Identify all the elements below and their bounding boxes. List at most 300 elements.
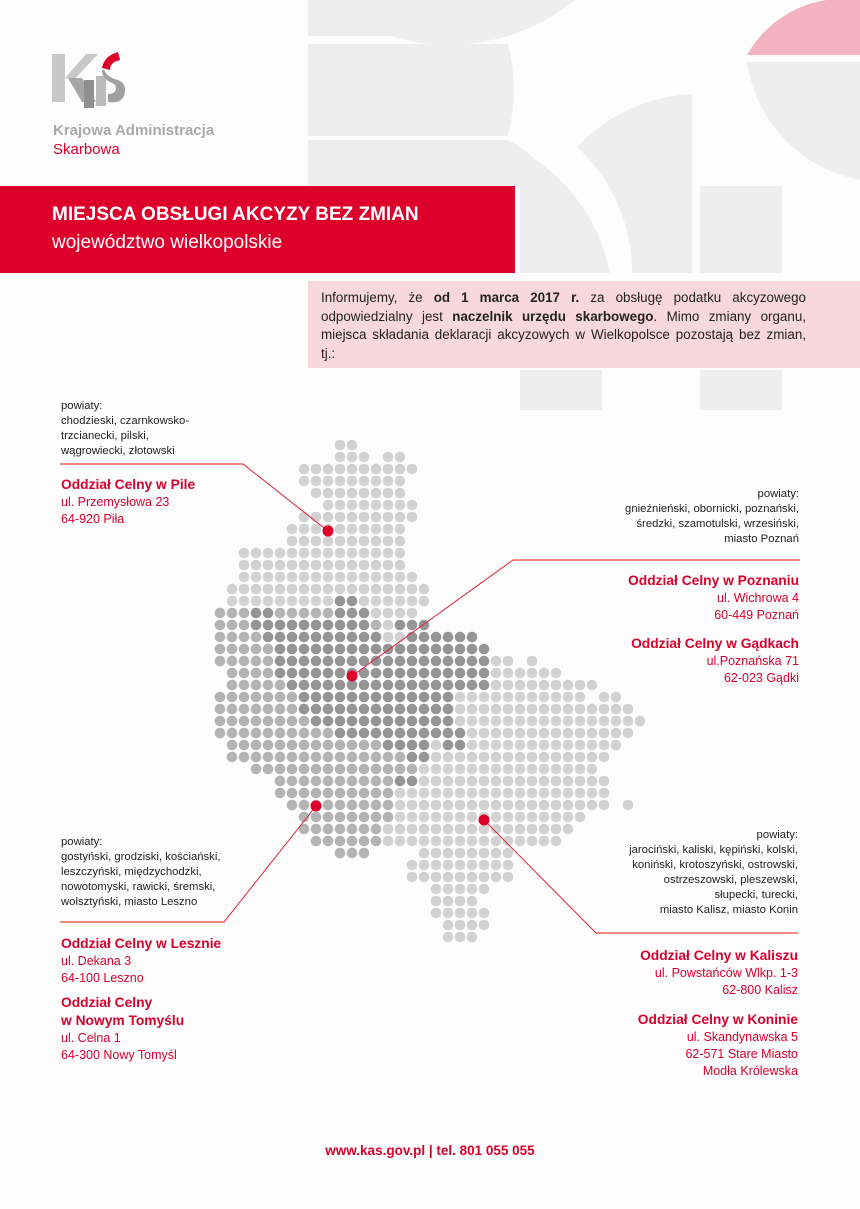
map-dot <box>251 692 262 703</box>
map-dot <box>239 608 250 619</box>
map-dot <box>287 548 298 559</box>
map-dot <box>503 800 514 811</box>
map-dot <box>467 896 478 907</box>
map-dot <box>323 824 334 835</box>
map-dot <box>251 560 262 571</box>
map-dot <box>383 824 394 835</box>
map-dot <box>335 812 346 823</box>
map-dot <box>275 716 286 727</box>
map-dot <box>371 632 382 643</box>
powiaty-line: gnieźnieński, obornicki, poznański, <box>625 503 799 515</box>
powiaty-line: jarociński, kaliski, kępiński, kolski, <box>629 844 798 856</box>
map-dot <box>611 728 622 739</box>
map-dot <box>287 788 298 799</box>
map-dot <box>311 620 322 631</box>
map-dot <box>347 440 358 451</box>
map-dot <box>359 680 370 691</box>
office-address: 62-800 Kalisz <box>722 983 798 997</box>
map-dot <box>347 776 358 787</box>
map-dot <box>443 752 454 763</box>
powiaty-line: średzki, szamotulski, wrzesiński, <box>636 518 799 530</box>
map-dot <box>443 932 454 943</box>
map-dot <box>455 908 466 919</box>
map-dot <box>563 692 574 703</box>
map-dot <box>335 620 346 631</box>
map-dot <box>527 776 538 787</box>
map-dot <box>443 824 454 835</box>
map-dot <box>539 800 550 811</box>
map-dot <box>371 536 382 547</box>
map-dot <box>299 716 310 727</box>
map-dot <box>407 680 418 691</box>
map-dot <box>443 788 454 799</box>
powiaty-line: miasto Kalisz, miasto Konin <box>659 904 798 916</box>
map-dot <box>383 488 394 499</box>
map-dot <box>311 512 322 523</box>
map-dot <box>239 752 250 763</box>
map-dot <box>359 716 370 727</box>
map-dot <box>479 776 490 787</box>
map-dot <box>515 800 526 811</box>
map-dot <box>359 512 370 523</box>
map-dot <box>587 716 598 727</box>
map-dot <box>347 620 358 631</box>
map-dot <box>251 644 262 655</box>
map-dot <box>263 548 274 559</box>
map-dot <box>299 512 310 523</box>
map-dot <box>467 656 478 667</box>
footer-contact[interactable]: www.kas.gov.pl | tel. 801 055 055 <box>325 1143 535 1158</box>
pin-poznan[interactable] <box>347 671 358 682</box>
map-dot <box>371 788 382 799</box>
map-dot <box>383 692 394 703</box>
map-dot <box>347 812 358 823</box>
map-dot <box>383 620 394 631</box>
map-dot <box>335 764 346 775</box>
map-dot <box>335 704 346 715</box>
map-dot <box>551 776 562 787</box>
map-dot <box>455 860 466 871</box>
map-dot <box>491 788 502 799</box>
map-dot <box>575 740 586 751</box>
office-poznan <box>560 572 799 624</box>
map-dot <box>407 692 418 703</box>
map-dot <box>431 800 442 811</box>
map-dot <box>347 608 358 619</box>
map-dot <box>323 608 334 619</box>
map-dot <box>395 596 406 607</box>
map-dot <box>347 644 358 655</box>
map-dot <box>371 704 382 715</box>
map-dot <box>311 536 322 547</box>
map-dot <box>251 596 262 607</box>
map-dot <box>491 812 502 823</box>
map-dot <box>431 896 442 907</box>
map-dot <box>287 536 298 547</box>
map-dot <box>311 488 322 499</box>
map-dot <box>359 524 370 535</box>
map-dot <box>383 584 394 595</box>
map-dot <box>227 728 238 739</box>
powiaty-line: ostrzeszowski, pleszewski, <box>663 874 798 886</box>
powiaty-label: powiaty: <box>61 836 103 848</box>
map-dot <box>251 620 262 631</box>
map-dot <box>479 644 490 655</box>
map-dot <box>383 596 394 607</box>
map-dot <box>251 680 262 691</box>
map-dot <box>599 776 610 787</box>
map-dot <box>335 596 346 607</box>
map-dot <box>335 512 346 523</box>
map-dot <box>431 884 442 895</box>
map-dot <box>359 668 370 679</box>
office-name: Oddział Celny w Lesznie <box>61 936 222 951</box>
map-dot <box>551 812 562 823</box>
map-dot <box>383 608 394 619</box>
pin-pila[interactable] <box>323 526 334 537</box>
map-dot <box>323 644 334 655</box>
office-nowy-tomysl <box>61 994 281 1064</box>
map-dot <box>431 788 442 799</box>
map-dot <box>395 704 406 715</box>
map-dot <box>503 728 514 739</box>
map-dot <box>239 740 250 751</box>
map-dot <box>323 716 334 727</box>
map-dot <box>299 596 310 607</box>
map-dot <box>359 476 370 487</box>
office-address: ul. Celna 1 <box>61 1031 121 1045</box>
map-dot <box>539 836 550 847</box>
map-dot <box>251 572 262 583</box>
map-dot <box>239 548 250 559</box>
map-dot <box>467 668 478 679</box>
map-dot <box>335 776 346 787</box>
map-dot <box>371 728 382 739</box>
map-dot <box>239 584 250 595</box>
map-dot <box>323 572 334 583</box>
map-dot <box>407 824 418 835</box>
map-dot <box>383 716 394 727</box>
map-dot <box>239 728 250 739</box>
map-dot <box>623 704 634 715</box>
map-dot <box>251 668 262 679</box>
map-dot <box>323 536 334 547</box>
map-dot <box>323 728 334 739</box>
map-dot <box>311 716 322 727</box>
logo-line1: Krajowa Administracja <box>53 122 215 139</box>
map-dot <box>407 644 418 655</box>
page-subtitle: województwo wielkopolskie <box>52 232 283 253</box>
map-dot <box>575 728 586 739</box>
map-dot <box>371 560 382 571</box>
map-dot <box>479 872 490 883</box>
office-name: Oddział Celny w Gądkach <box>631 636 799 651</box>
map-dot <box>275 596 286 607</box>
map-dot <box>455 740 466 751</box>
map-dot <box>551 788 562 799</box>
map-dot <box>335 524 346 535</box>
map-dot <box>575 752 586 763</box>
pin-leszno[interactable] <box>311 801 322 812</box>
map-dot <box>311 596 322 607</box>
map-dot <box>515 704 526 715</box>
map-dot <box>359 752 370 763</box>
map-dot <box>587 728 598 739</box>
map-dot <box>455 656 466 667</box>
map-dot <box>407 500 418 511</box>
map-dot <box>383 548 394 559</box>
office-address: 64-100 Leszno <box>61 971 144 985</box>
map-dot <box>359 620 370 631</box>
powiaty-line: leszczyński, międzychodzki, <box>61 866 202 878</box>
map-dot <box>383 740 394 751</box>
map-dot <box>323 464 334 475</box>
map-dot <box>575 764 586 775</box>
map-dot <box>251 656 262 667</box>
map-dot <box>443 872 454 883</box>
map-dot <box>431 668 442 679</box>
office-name: Oddział Celny w Poznaniu <box>628 573 799 588</box>
map-dot <box>407 752 418 763</box>
map-dot <box>539 740 550 751</box>
map-dot <box>383 776 394 787</box>
office-address: ul. Wichrowa 4 <box>717 591 799 605</box>
map-dot <box>551 752 562 763</box>
map-dot <box>347 848 358 859</box>
map-dot <box>335 584 346 595</box>
map-dot <box>335 452 346 463</box>
map-dot <box>359 548 370 559</box>
map-dot <box>431 728 442 739</box>
map-dot <box>323 548 334 559</box>
map-dot <box>419 584 430 595</box>
map-dot <box>299 572 310 583</box>
map-dot <box>431 764 442 775</box>
map-dot <box>275 584 286 595</box>
intro-authority: naczelnik urzędu skarbowego <box>452 308 654 324</box>
map-dot <box>311 836 322 847</box>
map-dot <box>263 584 274 595</box>
map-dot <box>443 860 454 871</box>
map-dot <box>395 668 406 679</box>
map-dot <box>335 488 346 499</box>
map-dot <box>347 560 358 571</box>
map-dot <box>479 836 490 847</box>
map-dot <box>455 836 466 847</box>
map-dot <box>263 764 274 775</box>
map-dot <box>431 656 442 667</box>
map-dot <box>215 656 226 667</box>
map-dot <box>431 908 442 919</box>
map-dot <box>311 476 322 487</box>
map-dot <box>419 752 430 763</box>
map-dot <box>419 728 430 739</box>
powiaty-line: koniński, krotoszyński, ostrowski, <box>632 859 798 871</box>
map-dot <box>443 668 454 679</box>
map-dot <box>503 860 514 871</box>
region-pila <box>61 399 261 459</box>
map-dot <box>239 668 250 679</box>
map-dot <box>455 752 466 763</box>
map-dot <box>515 716 526 727</box>
map-dot <box>395 476 406 487</box>
map-dot <box>563 716 574 727</box>
map-dot <box>275 680 286 691</box>
map-dot <box>347 500 358 511</box>
map-dot <box>263 644 274 655</box>
map-dot <box>299 668 310 679</box>
map-dot <box>467 848 478 859</box>
map-dot <box>251 764 262 775</box>
map-dot <box>527 836 538 847</box>
map-dot <box>479 800 490 811</box>
map-dot <box>395 836 406 847</box>
map-dot <box>299 548 310 559</box>
map-dot <box>443 680 454 691</box>
map-dot <box>347 836 358 847</box>
map-dot <box>275 656 286 667</box>
map-dot <box>311 692 322 703</box>
map-dot <box>419 800 430 811</box>
map-dot <box>215 608 226 619</box>
map-dot <box>407 704 418 715</box>
map-dot <box>527 800 538 811</box>
map-dot <box>311 704 322 715</box>
map-dot <box>407 584 418 595</box>
map-dot <box>347 512 358 523</box>
map-dot <box>443 848 454 859</box>
map-dot <box>455 872 466 883</box>
map-dot <box>455 812 466 823</box>
map-dot <box>527 764 538 775</box>
office-address: ul. Powstańców Wlkp. 1-3 <box>654 966 798 980</box>
map-dot <box>479 656 490 667</box>
map-dot <box>371 512 382 523</box>
map-dot <box>227 584 238 595</box>
map-dot <box>515 776 526 787</box>
map-dot <box>431 716 442 727</box>
map-dot <box>371 584 382 595</box>
map-dot <box>227 632 238 643</box>
map-dot <box>383 752 394 763</box>
map-dot <box>347 704 358 715</box>
map-dot <box>383 836 394 847</box>
map-dot <box>299 752 310 763</box>
map-dot <box>419 824 430 835</box>
map-dot <box>347 752 358 763</box>
map-dot <box>431 692 442 703</box>
map-dot <box>431 812 442 823</box>
map-dot <box>263 608 274 619</box>
map-dot <box>515 740 526 751</box>
map-dot <box>299 680 310 691</box>
map-dot <box>455 920 466 931</box>
map-dot <box>215 692 226 703</box>
map-dot <box>323 764 334 775</box>
map-dot <box>299 536 310 547</box>
map-dot <box>455 692 466 703</box>
map-dot <box>371 692 382 703</box>
map-dot <box>467 680 478 691</box>
map-dot <box>347 800 358 811</box>
map-dot <box>215 632 226 643</box>
map-dot <box>467 716 478 727</box>
map-dot <box>311 656 322 667</box>
map-dot <box>479 788 490 799</box>
map-dot <box>527 716 538 727</box>
map-dot <box>251 704 262 715</box>
map-dot <box>563 740 574 751</box>
map-dot <box>287 584 298 595</box>
map-dot <box>371 800 382 811</box>
map-dot <box>479 692 490 703</box>
map-dot <box>335 560 346 571</box>
map-dot <box>287 776 298 787</box>
map-dot <box>443 716 454 727</box>
map-dot <box>395 716 406 727</box>
map-dot <box>467 740 478 751</box>
map-dot <box>503 752 514 763</box>
map-dot <box>347 572 358 583</box>
map-dot <box>407 812 418 823</box>
map-dot <box>359 764 370 775</box>
map-dot <box>227 716 238 727</box>
map-dot <box>419 764 430 775</box>
map-dot <box>419 716 430 727</box>
map-dot <box>227 644 238 655</box>
map-dot <box>347 824 358 835</box>
map-dot <box>455 884 466 895</box>
pin-kalisz[interactable] <box>479 815 490 826</box>
map-dot <box>311 464 322 475</box>
map-dot <box>311 632 322 643</box>
map-dot <box>359 596 370 607</box>
map-dot <box>431 632 442 643</box>
map-dot <box>479 704 490 715</box>
map-dot <box>515 812 526 823</box>
map-dot <box>443 920 454 931</box>
map-dot <box>347 464 358 475</box>
map-dot <box>335 644 346 655</box>
office-address: 62-023 Gądki <box>723 671 799 685</box>
map-dot <box>431 836 442 847</box>
map-dot <box>239 560 250 571</box>
map-dot <box>347 488 358 499</box>
map-dot <box>323 596 334 607</box>
map-dot <box>347 740 358 751</box>
map-dot <box>371 644 382 655</box>
map-dot <box>239 596 250 607</box>
map-dot <box>239 644 250 655</box>
map-dot <box>227 668 238 679</box>
map-dot <box>491 728 502 739</box>
map-dot <box>443 836 454 847</box>
map-dot <box>455 896 466 907</box>
map-dot <box>263 740 274 751</box>
map-dot <box>491 740 502 751</box>
map-dot <box>323 560 334 571</box>
map-dot <box>395 608 406 619</box>
map-dot <box>407 764 418 775</box>
map-dot <box>467 764 478 775</box>
map-dot <box>407 788 418 799</box>
map-dot <box>311 572 322 583</box>
map-dot <box>335 836 346 847</box>
map-dot <box>515 728 526 739</box>
map-dot <box>383 572 394 583</box>
map-dot <box>311 608 322 619</box>
office-address: ul. Dekana 3 <box>61 954 132 968</box>
